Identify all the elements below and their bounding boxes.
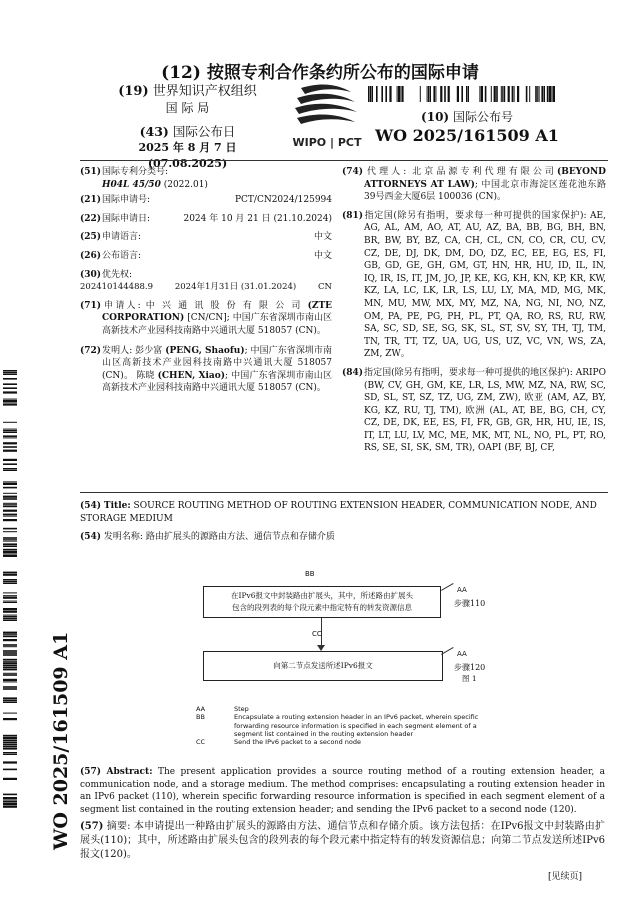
diagram-legend xyxy=(196,705,498,746)
title-en: (54) Title: SOURCE ROUTING METHOD OF ROUTING EXTENSION HEADER, COMMUNICATION NODE, AND STORAGE MEDIUM xyxy=(80,501,597,524)
field-26: (26)公布语言: 中文 xyxy=(80,250,332,261)
field-84: (84)指定国(除另有指明，要求每一种可提供的地区保护): ARIPO (BW, CV, GH, GM, KE, LR, LS, MW, MZ, NA, RW, SC, SD, SL, ST, SZ, TZ, UG, ZM, ZW), 欧亚 (AM, AZ, BY, KG, KZ, RU, TJ, TM), 欧洲 (AL, AT, BE, BG, CH, CY, CZ, DE, DK, EE, ES, FI, FR, GB, GR, HR, HU, IE, IS, IT, LT, LU, LV, MC, ME, MK, MT, NL, NO, PL, PT, RO, RS, SE, SI, SK, SM, TR), OAPI (BF, BJ, CF, xyxy=(342,367,606,454)
ipc-year: (2022.01) xyxy=(163,179,208,190)
pubnum-block xyxy=(372,110,562,146)
filing-date: 2024 年 10 月 21 日 (21.10.2024) xyxy=(183,213,332,224)
inventor-1: (PENG, Shaofu) xyxy=(165,345,245,356)
org-name: 世界知识产权组织 xyxy=(152,84,257,99)
step-110-label: 步骤110 xyxy=(454,599,486,608)
pubnum-label: 国际公布号 xyxy=(452,110,513,124)
legend-row: BB Encapsulate a routing extension header in an IPv6 packet, wherein specific forwarding resource information is specified in each segment element of a segment list contained in the routing extension header xyxy=(196,713,479,738)
field-72: (72)发明人: 彭少富 (PENG, Shaofu); 中国广东省深圳市南山区高新技术产业园科技南路中兴通讯大厦 518057 (CN)。 陈晓 (CHEN, Xiao); 中国广东省深圳市南山区高新技术产业园科技南路中兴通讯大厦 518057 (CN)。 xyxy=(80,345,332,394)
continued-note: [见续页] xyxy=(548,872,583,882)
barcode-top xyxy=(368,86,563,102)
office-block xyxy=(100,84,275,116)
field-81: (81)指定国(除另有指明，要求每一种可提供的国家保护): AE, AG, AL, AM, AO, AT, AU, AZ, BA, BB, BG, BH, BN, BR, BW, BY, BZ, CA, CH, CL, CN, CO, CR, CU, CV, CZ, DE, DJ, DK, DM, DO, DZ, EC, EE, EG, ES, FI, GB, GD, GE, GH, GM, GT, HN, HR, HU, ID, IL, IN, IQ, IR, IS, IT, JM, JO, JP, KE, KG, KH, KN, KP, KR, KW, KZ, LA, LC, LK, LR, LS, LU, LY, MA, MD, MG, MK, MN, MU, MW, MX, MY, MZ, NA, NG, NI, NO, NZ, OM, PA, PE, PG, PH, PL, PT, QA, RO, RS, RU, RW, SA, SC, SD, SE, SG, SK, SL, ST, SV, SY, TH, TJ, TM, TN, TR, TT, TZ, UA, UG, US, UZ, VC, VN, WS, ZA, ZM, ZW。 xyxy=(342,210,606,360)
applicant-en: (ZTE CORPORATION) xyxy=(102,300,332,324)
field-51: (51)国际专利分类号: H04L 45/50 (2022.01) xyxy=(80,167,208,190)
org-code: (19) xyxy=(118,84,149,99)
ipc-value: H04L 45/50 xyxy=(102,179,161,190)
header-divider xyxy=(80,160,608,161)
document-title: (12) 按照专利合作条约所公布的国际申请 xyxy=(161,63,479,83)
abstract-en: (57) Abstract: The present application provides a source routing method of a routing extension header, a communication node, and a storage medium. The method comprises: encapsulating a routing extension header in an IPv6 packet (110), wherein specific forwarding resource information is specified in each segment element of a segment list contained in the routing extension header; and sending the IPv6 packet to a second node (120). xyxy=(80,767,605,815)
priority-date: 2024年1月31日 (31.01.2024) xyxy=(174,282,297,293)
pubdate-label: 国际公布日 xyxy=(172,124,236,139)
step-110-leader xyxy=(441,583,454,591)
field-22: (22)国际申请日: 2024 年 10 月 21 日 (21.10.2024) xyxy=(80,213,332,224)
publication-language: 中文 xyxy=(313,250,332,261)
ipc-label: 国际专利分类号: xyxy=(102,167,169,177)
filing-language: 中文 xyxy=(313,232,332,243)
abstract-cn: (57) 摘要: 本申请提出一种路由扩展头的源路由方法、通信节点和存储介质。该方法包括：在IPv6报文中封装路由扩展头(110)；其中，所述路由扩展头包含的段列表的每个段元素中指定特有的转发资源信息；向第二节点发送所述IPv6报文(120)。 xyxy=(80,821,605,860)
field-74: (74)代理人: 北京品源专利代理有限公司(BEYOND ATTORNEYS AT LAW); 中国北京市海淀区莲花池东路39号西金大厦6层 100036 (CN)。 xyxy=(342,167,607,203)
bib-left xyxy=(80,166,332,395)
agent-en: (BEYOND ATTORNEYS AT LAW) xyxy=(364,167,606,190)
bib-divider xyxy=(80,492,608,493)
step-120-box: 向第二节点发送所述IPv6报文 xyxy=(203,651,443,681)
side-pubnum-text: WO 2025/161509 A1 xyxy=(50,631,72,850)
pubdate-code: (43) xyxy=(139,124,169,139)
field-71: (71)申请人: 中 兴 通 讯 股 份 有 限 公 司 (ZTE CORPORATION) [CN/CN]; 中国广东省深圳市南山区高新技术产业园科技南路中兴通讯大厦 518057 (CN)。 xyxy=(80,300,332,336)
designated-regions: 指定国(除另有指明，要求每一种可提供的地区保护): ARIPO (BW, CV, GH, GM, KE, LR, LS, MW, MZ, NA, RW, SC, SD, SL, ST, SZ, TZ, UG, ZM, ZW), 欧亚 (AM, AZ, BY, KG, KZ, RU, TJ, TM), 欧洲 (AL, AT, BE, BG, CH, CY, CZ, DE, DK, EE, ES, FI, FR, GB, GR, HR, HU, IE, IS, IT, LT, LU, LV, MC, ME, MK, MT, NL, NO, PL, PT, RO, RS, SE, SI, SK, SM, TR), OAPI (BF, BJ, CF, xyxy=(364,367,606,454)
designated-states: 指定国(除另有指明，要求每一种可提供的国家保护): AE, AG, AL, AM, AO, AT, AU, AZ, BA, BB, BG, BH, BN, BR, BW, BY, BZ, CA, CH, CL, CN, CO, CR, CU, CV, CZ, DE, DJ, DK, DM, DO, DZ, EC, EE, EG, ES, FI, GB, GD, GE, GH, GM, GT, HN, HR, HU, ID, IL, IN, IQ, IR, IS, IT, JM, JO, JP, KE, KG, KH, KN, KP, KR, KW, KZ, LA, LC, LK, LR, LS, LU, LY, MA, MD, MG, MK, MN, MU, MW, MX, MY, MZ, NA, NG, NI, NO, NZ, OM, PA, PE, PG, PH, PL, PT, QA, RO, RS, RU, RW, SA, SC, SD, SE, SG, SK, SL, ST, SV, SY, TH, TJ, TM, TN, TR, TT, TZ, UA, UG, US, UZ, VC, VN, WS, ZA, ZM, ZW。 xyxy=(364,210,606,360)
step-120-label: 步骤120 xyxy=(454,663,486,672)
step-110-box: 在IPv6报文中封装路由扩展头，其中，所述路由扩展头 包含的段列表的每个段元素中指定特有的转发资源信息 xyxy=(203,586,441,618)
field-30: (30)优先权: 202410144488.9 2024年1月31日 (31.01.2024) CN xyxy=(80,269,332,293)
wipo-logo-icon xyxy=(287,82,367,152)
inventor-2: (CHEN, Xiao) xyxy=(157,370,226,381)
pubdate-value: 2025 年 8 月 7 日 (07.08.2025) xyxy=(138,141,237,170)
figure-caption: 图 1 xyxy=(462,674,477,683)
pubnum-code: (10) xyxy=(421,110,450,124)
pubnum-value: WO 2025/161509 A1 xyxy=(375,126,559,145)
step-110-aa: AA xyxy=(457,586,467,594)
agent-cn: 北京品源专利代理有限公司 xyxy=(412,167,557,177)
barcode-side xyxy=(3,370,17,810)
application-number: PCT/CN2024/125994 xyxy=(234,195,332,206)
title-cn: (54) 发明名称: 路由扩展头的源路由方法、通信节点和存储介质 xyxy=(80,532,335,542)
legend-row: AA Step xyxy=(196,705,249,713)
bib-right xyxy=(342,166,606,455)
field-25: (25)申请语言: 中文 xyxy=(80,232,332,243)
applicant-cn: 中 兴 通 讯 股 份 有 限 公 司 xyxy=(145,300,303,311)
pubdate-block xyxy=(100,124,275,172)
step-120-aa: AA xyxy=(457,650,467,658)
diagram-label-bb: BB xyxy=(305,570,315,578)
legend-row: CC Send the IPv6 packet to a second node xyxy=(196,738,361,747)
org-sub: 国 际 局 xyxy=(165,101,210,115)
field-21: (21)国际申请号: PCT/CN2024/125994 xyxy=(80,195,332,206)
diagram-label-cc: CC xyxy=(312,630,322,638)
wipo-text: WIPO | PCT xyxy=(292,136,362,149)
priority-app: 202410144488.9 xyxy=(80,282,154,293)
priority-country: CN xyxy=(318,282,332,293)
